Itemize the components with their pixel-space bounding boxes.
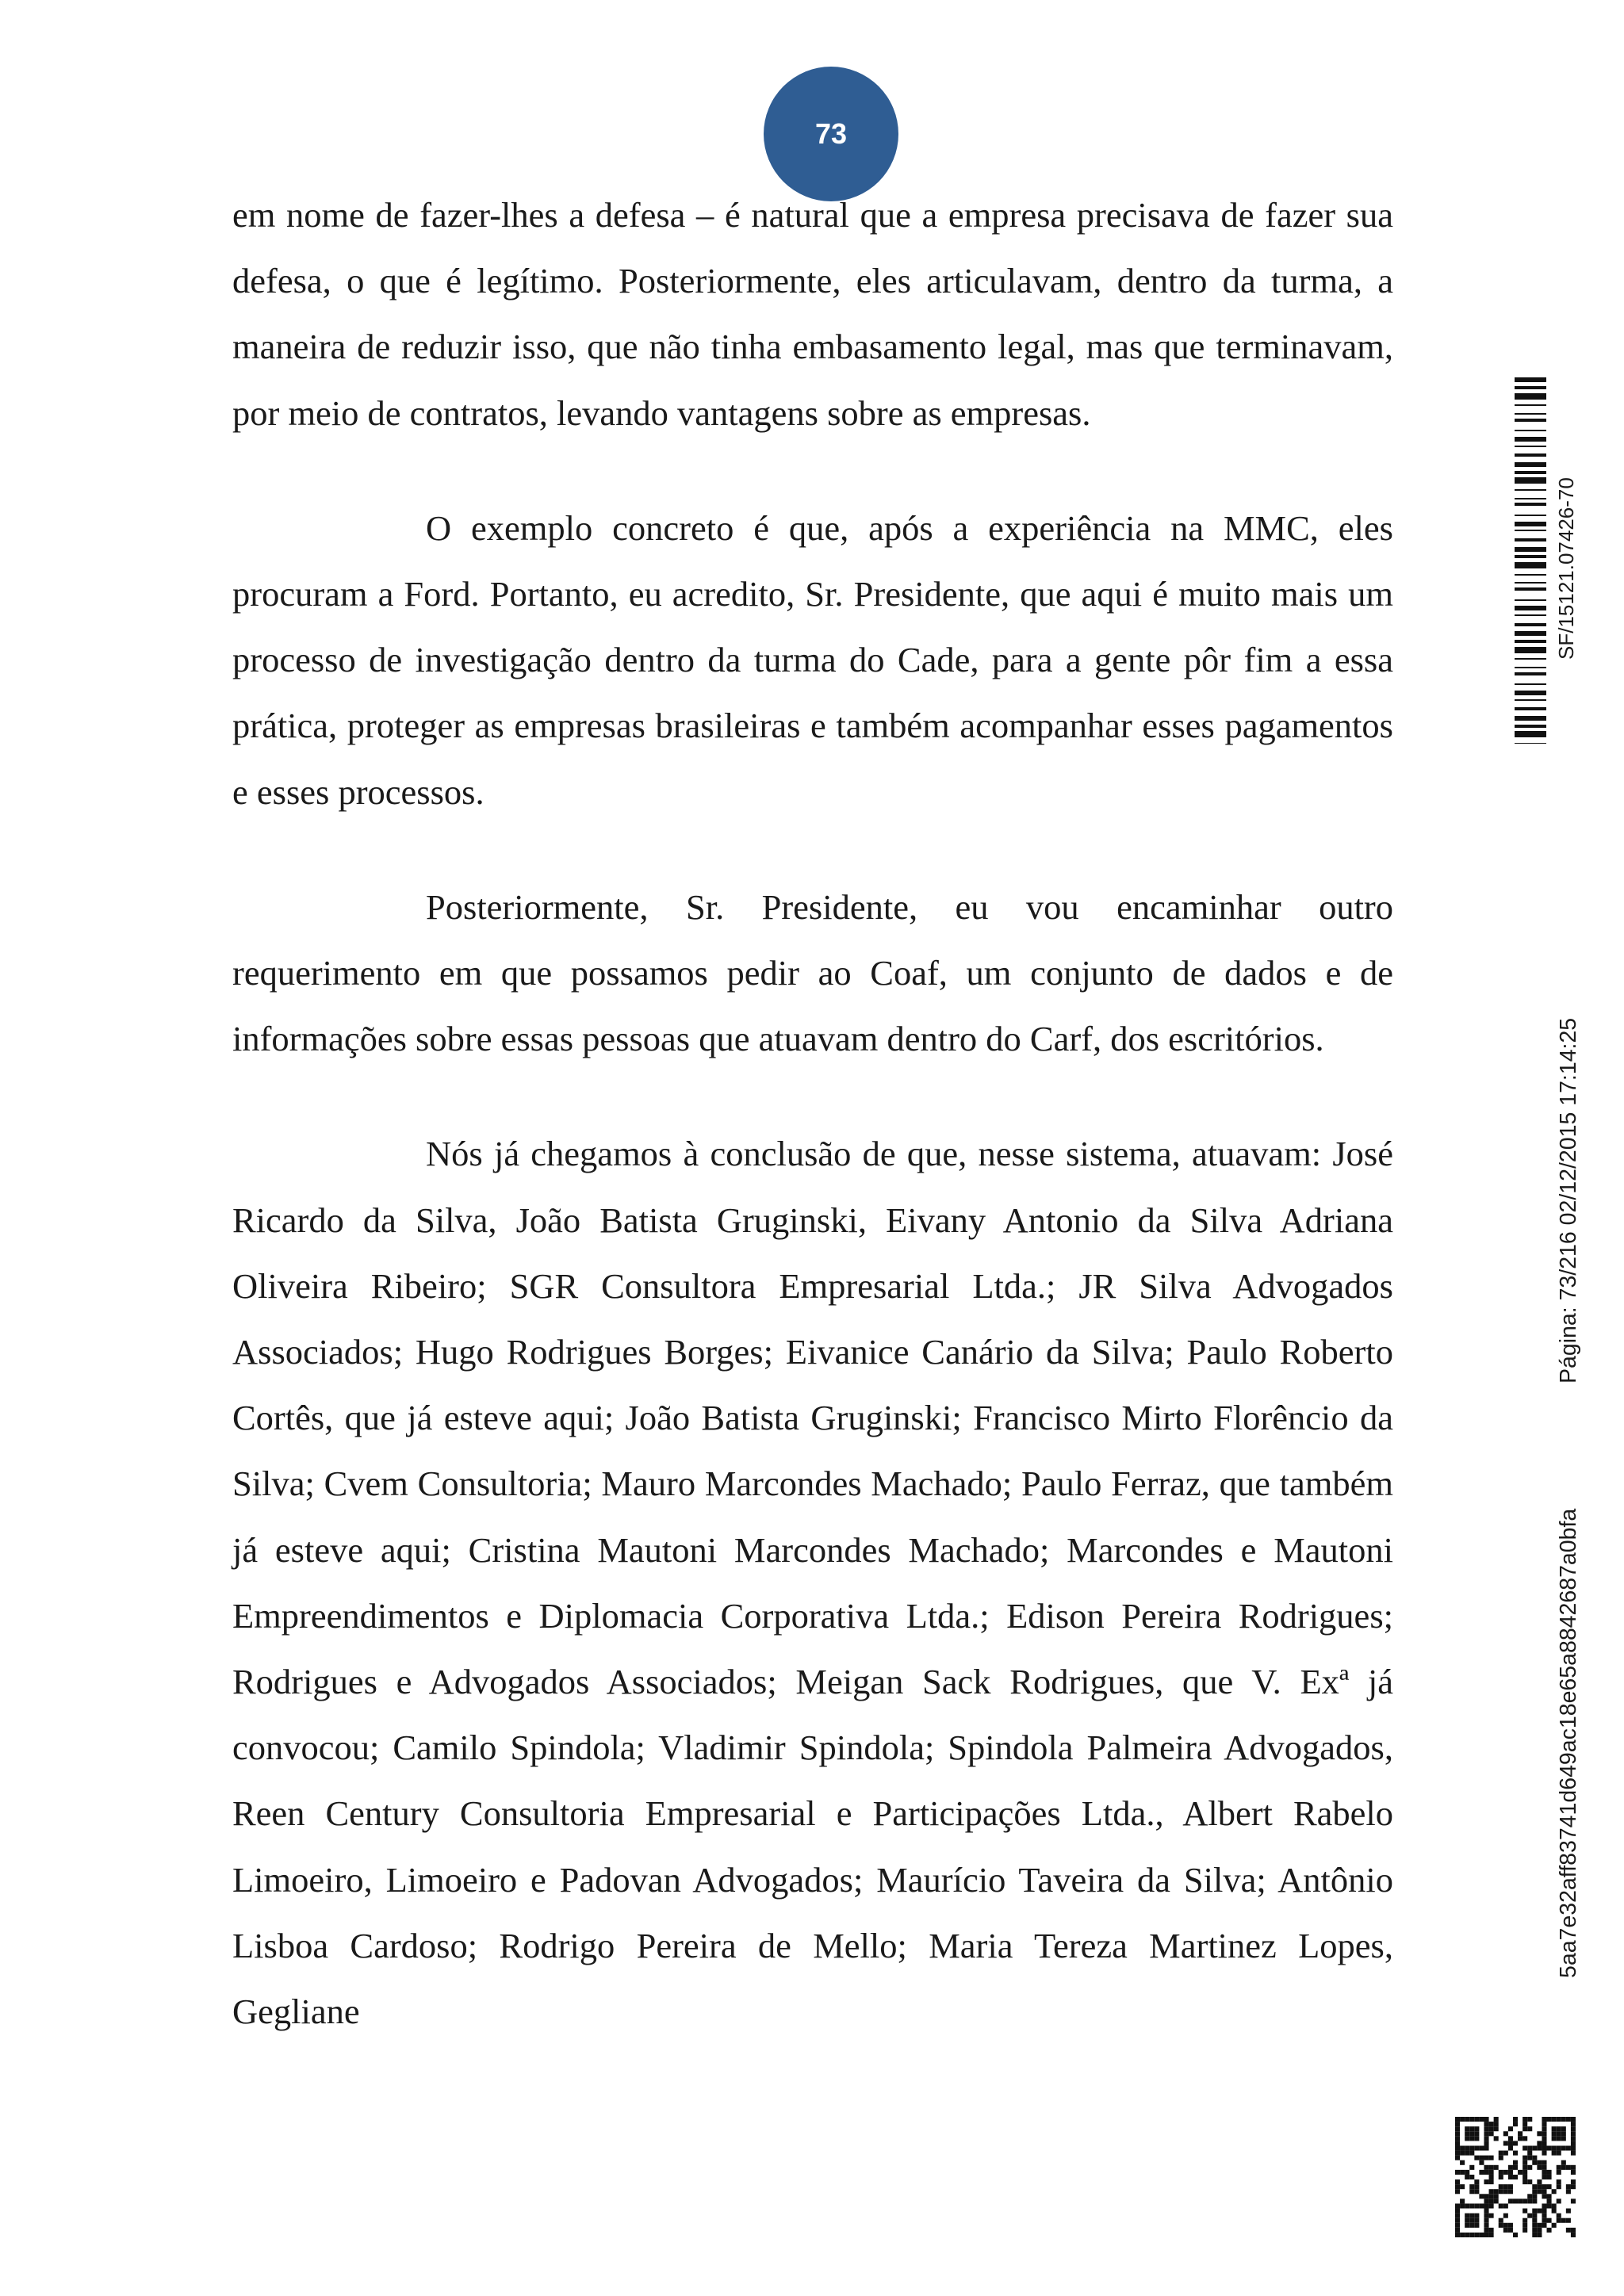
page-number-badge (764, 67, 898, 201)
document-code: SF/15121.07426-70 (1554, 477, 1578, 660)
paragraph-4: Nós já chegamos à conclusão de que, nesse sistema, atuavam: José Ricardo da Silva, João Batista Gruginski, Eivany Antonio da Silva Adriana Oliveira Ribeiro; SGR Consultora Empresarial Ltda.; JR Silva Advogados Associados; Hugo Rodrigues Borges; Eivanice Canário da Silva; Paulo Roberto Cortês, que já esteve aqui; João Batista Gruginski; Francisco Mirto Florêncio da Silva; Cvem Consultoria; Mauro Marcondes Machado; Paulo Ferraz, que também já esteve aqui; Cristina Mautoni Marcondes Machado; Marcondes e Mautoni Empreendimentos e Diplomacia Corporativa Ltda.; Edison Pereira Rodrigues; Rodrigues e Advogados Associados; Meigan Sack Rodrigues, que V. Exª já convocou; Camilo Spindola; Vladimir Spindola; Spindola Palmeira Advogados, Reen Century Consultoria Empresarial e Participações Ltda., Albert Rabelo Limoeiro, Limoeiro e Padovan Advogados; Maurício Taveira da Silva; Antônio Lisboa Cardoso; Rodrigo Pereira de Mello; Maria Tereza Martinez Lopes, Gegliane (232, 1134, 1393, 2032)
paragraph-1: em nome de fazer-lhes a defesa – é natural que a empresa precisava de fazer sua defesa, o que é legítimo. Posteriormente, eles articulavam, dentro da turma, a maneira de reduzir isso, que não tinha embasamento legal, mas que terminavam, por meio de contratos, levando vantagens sobre as empresas. (232, 195, 1393, 433)
paragraph-3: Posteriormente, Sr. Presidente, eu vou encaminhar outro requerimento em que possamos pedir ao Coaf, um conjunto de dados e de informações sobre essas pessoas que atuavam dentro do Carf, dos escritórios. (232, 886, 1393, 1059)
page-number: 73 (814, 117, 848, 150)
document-body (232, 182, 1393, 2045)
qr-code-icon (1455, 2117, 1576, 2237)
document-hash: 5aa7e32aff83741d649ac18e65a8842687a0bfa (1556, 1508, 1581, 1978)
barcode-icon (1515, 377, 1546, 744)
pagina-info: Página: 73/216 02/12/2015 17:14:25 (1556, 1017, 1581, 1383)
paragraph-2: O exemplo concreto é que, após a experiência na MMC, eles procuram a Ford. Portanto, eu acredito, Sr. Presidente, que aqui é muito mais um processo de investigação dentro da turma do Cade, para a gente pôr fim a essa prática, proteger as empresas brasileiras e também acompanhar esses pagamentos e esses processos. (232, 507, 1393, 812)
